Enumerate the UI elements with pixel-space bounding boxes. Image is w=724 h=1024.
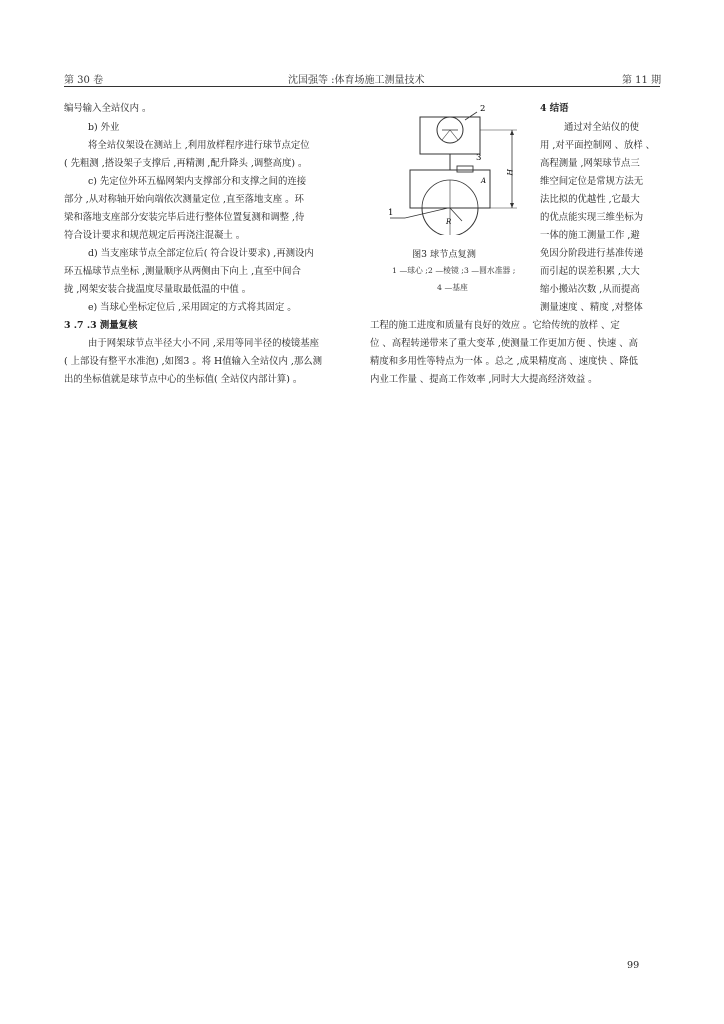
text-line: 高程测量 ,网架球节点三 [540,158,640,169]
text-line: 一体的施工测量工作 ,避 [540,230,640,241]
header-issue: 第 11 期 [622,75,662,86]
text-line: 免因分阶段进行基准传递 [540,248,644,259]
figure-legend-line2: 4 —基座 [437,283,468,292]
text-line: 出的坐标值就是球节点中心的坐标值( 全站仪内部计算) 。 [64,374,303,385]
level-vial [457,166,473,172]
figure-label-R: R [446,218,452,226]
prism-box [420,117,480,154]
section-heading: 3 .7 .3 测量复核 [64,320,138,331]
text-line: d) 当支座球节点全部定位后( 符合设计要求) ,再测设内 [88,248,314,259]
text-line: 环五榀球节点坐标 ,测量顺序从两侧由下向上 ,直至中间合 [64,266,301,277]
text-line: 测量速度 、精度 ,对整体 [540,302,643,313]
figure-3-diagram [370,100,540,235]
text-line: 法比拟的优越性 ,它最大 [540,194,640,205]
text-line: 维空间定位是常规方法无 [540,176,644,187]
page-number: 99 [627,960,640,971]
text-line: 用 ,对平面控制网 、放样 、 [540,140,656,151]
text-line: 由于网架球节点半径大小不同 ,采用等同半径的棱镜基座 [88,338,319,349]
figure-label-A: A [481,177,487,185]
text-line: 的优点能实现三维坐标为 [540,212,644,223]
section-heading: 4 结语 [540,103,569,114]
text-line: e) 当球心坐标定位后 ,采用固定的方式将其固定 。 [88,302,297,313]
header-running-title: 沈国强等 :体育场施工测量技术 [288,75,425,86]
text-line: 符合设计要求和规范规定后再浇注混凝土 。 [64,230,246,241]
header-volume: 第 30 卷 [64,75,104,86]
text-line: ( 上部设有整平水准泡) ,如图3 。将 H值输入全站仪内 ,那么测 [64,356,322,367]
figure-label-2: 2 [480,104,486,114]
text-line: 精度和多用性等特点为一体 。总之 ,成果精度高 、速度快 、降低 [370,356,639,367]
figure-label-1: 1 [388,208,394,218]
text-line: 内业工作量 、提高工作效率 ,同时大大提高经济效益 。 [370,374,598,385]
figure-legend-line1: 1 —球心 ;2 —棱镜 ;3 —圆水准器 ; [392,266,516,275]
header-rule [64,86,660,87]
figure-label-3: 3 [476,153,482,163]
text-line: ( 先粗测 ,搭设架子支撑后 ,再精测 ,配升降头 ,调整高度) 。 [64,158,308,169]
text-line: 缩小搬站次数 ,从而提高 [540,284,640,295]
radius-line [450,208,462,221]
figure-caption: 图3 球节点复测 [412,249,476,260]
text-line: 梁和落地支座部分安装完毕后进行整体位置复测和调整 ,待 [64,212,305,223]
text-line: 拢 ,网架安装合拢温度尽量取最低温的中值 。 [64,284,252,295]
text-line: b) 外业 [88,122,120,133]
text-line: 位 、高程转递带来了重大变革 ,使测量工作更加方便 、快速 、高 [370,338,639,349]
text-line: 部分 ,从对称轴开始向端依次测量定位 ,直至落地支座 。环 [64,194,304,205]
text-line: 通过对全站仪的使 [564,122,640,133]
text-line: 工程的施工进度和质量有良好的效应 。它给传统的放样 、定 [370,320,620,331]
text-line: 而引起的误差积累 ,大大 [540,266,640,277]
text-line: 将全站仪架设在测站上 ,利用放样程序进行球节点定位 [88,140,310,151]
text-line: 编号输入全站仪内 。 [64,103,152,114]
figure-label-H: H [505,169,514,176]
text-line: c) 先定位外环五榀网架内支撑部分和支撑之间的连接 [88,176,307,187]
